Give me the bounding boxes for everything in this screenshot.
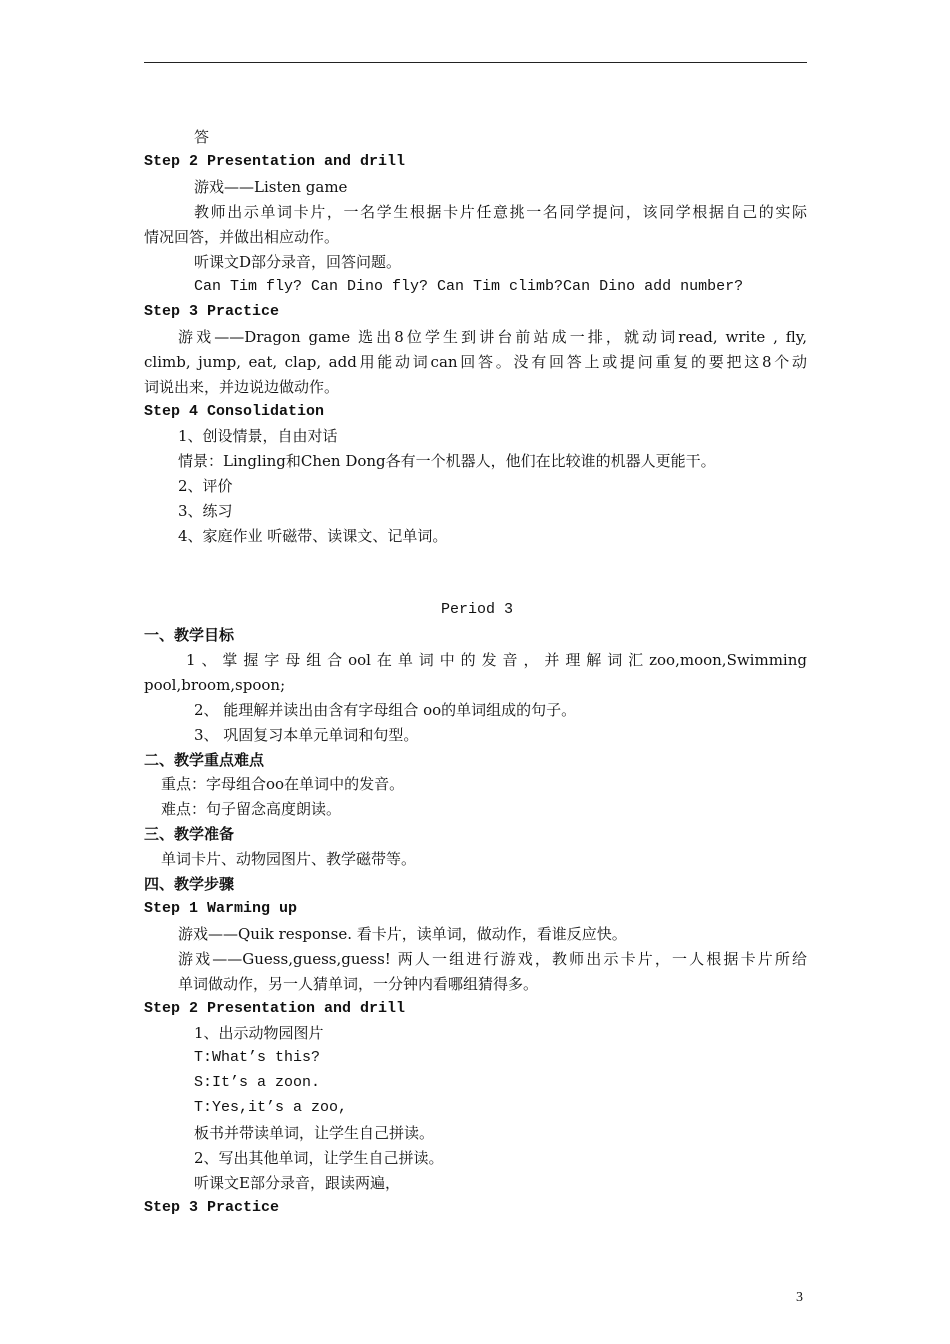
section-heading: 一、教学目标 — [144, 626, 235, 644]
text-line: Can Tim fly? Can Dino fly? Can Tim climb?Can Dino add number? — [194, 278, 744, 295]
step-heading: Step 3 Practice — [144, 1199, 280, 1216]
text-line: 板书并带读单词，让学生自己拼读。 — [194, 1124, 435, 1142]
text-line: 听课文E部分录音，跟读两遍， — [194, 1174, 400, 1192]
period-title: Period 3 — [441, 601, 514, 618]
text-line: 难点：句子留念高度朗读。 — [161, 800, 342, 818]
text-line: 3、 巩固复习本单元单词和句型。 — [194, 726, 419, 744]
text-line: climb, jump, eat, clap, add用能动词can回答。没有回答上或提问重复的要把这8个动 — [144, 353, 807, 371]
text-line: 2、 能理解并读出由含有字母组合 oo的单词组成的句子。 — [194, 701, 577, 719]
step-heading: Step 4 Consolidation — [144, 403, 325, 420]
text-line: S:It’s a zoon. — [194, 1074, 321, 1091]
text-line: 答 — [194, 128, 210, 146]
text-line: 1、创设情景，自由对话 — [178, 427, 338, 445]
section-heading: 四、教学步骤 — [144, 875, 235, 893]
text-line: 2、评价 — [178, 477, 233, 495]
text-line: 情景：Lingling和Chen Dong各有一个机器人，他们在比较谁的机器人更能干。 — [178, 452, 716, 470]
step-heading: Step 2 Presentation and drill — [144, 1000, 406, 1017]
text-line: 游戏——Listen game — [194, 178, 348, 196]
text-line: 听课文D部分录音，回答问题。 — [194, 253, 402, 271]
text-line: 单词做动作，另一人猜单词，一分钟内看哪组猜得多。 — [178, 975, 539, 993]
text-line: 4、家庭作业 听磁带、读课文、记单词。 — [178, 527, 448, 545]
section-heading: 三、教学准备 — [144, 825, 235, 843]
page-number: 3 — [796, 1290, 803, 1305]
step-heading: Step 3 Practice — [144, 303, 280, 320]
header-rule — [144, 62, 807, 63]
section-heading: 二、教学重点难点 — [144, 751, 265, 769]
text-line: 1、出示动物园图片 — [194, 1024, 324, 1042]
text-line: 游戏——Guess,guess,guess! 两人一组进行游戏，教师出示卡片，一人根据卡片所给 — [178, 950, 807, 968]
text-line: 单词卡片、动物园图片、教学磁带等。 — [161, 850, 417, 868]
text-line: 3、练习 — [178, 502, 233, 520]
text-line: T:What’s this? — [194, 1049, 321, 1066]
text-line: pool,broom,spoon; — [144, 676, 286, 694]
text-line: 游戏——Dragon game 选出8位学生到讲台前站成一排，就动词read, write , fly, — [178, 328, 807, 346]
text-line: 教师出示单词卡片，一名学生根据卡片任意挑一名同学提问，该同学根据自己的实际 — [194, 203, 807, 221]
text-line: 2、写出其他单词，让学生自己拼读。 — [194, 1149, 444, 1167]
text-line: T:Yes,it’s a zoo, — [194, 1099, 348, 1116]
text-line: 1、掌握字母组合ool在单词中的发音，并理解词汇zoo,moon,Swimming — [186, 651, 807, 669]
text-line: 情况回答，并做出相应动作。 — [144, 228, 340, 246]
step-heading: Step 1 Warming up — [144, 900, 298, 917]
text-line: 游戏——Quik response. 看卡片，读单词，做动作，看谁反应快。 — [178, 925, 627, 943]
text-line: 重点：字母组合oo在单词中的发音。 — [161, 775, 405, 793]
step-heading: Step 2 Presentation and drill — [144, 153, 406, 170]
text-line: 词说出来，并边说边做动作。 — [144, 378, 340, 396]
